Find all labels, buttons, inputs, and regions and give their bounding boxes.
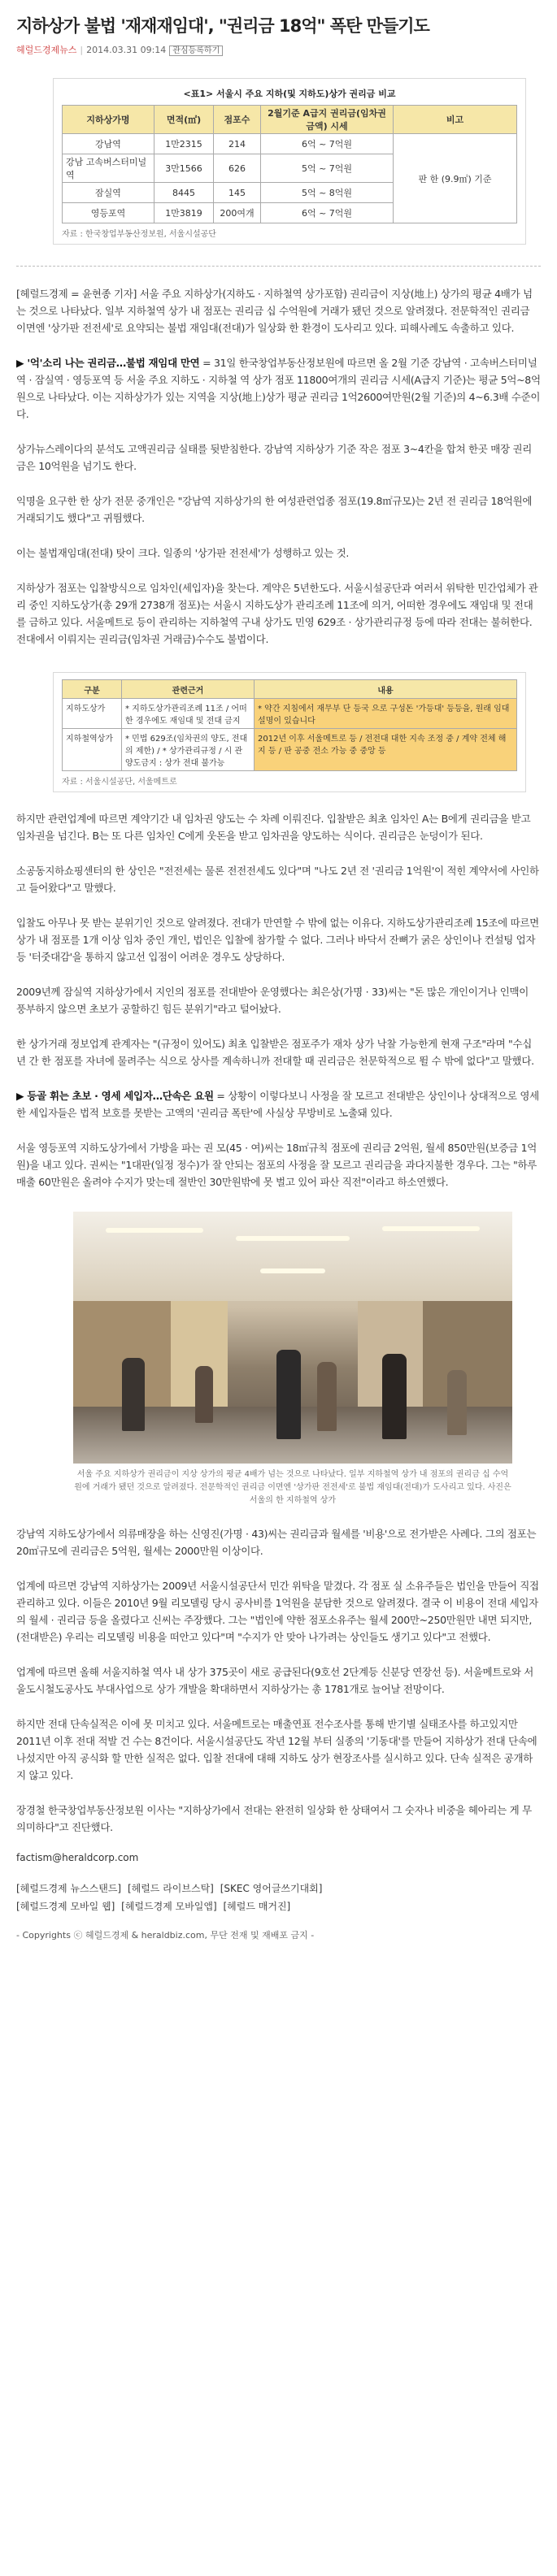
paragraph [16, 354, 541, 423]
section-heading: ▶ '억'소리 나는 권리금…불법 재임대 만연 [16, 357, 200, 369]
table-cell: 6억 ~ 7억원 [261, 134, 394, 154]
paragraph: 이는 불법재임대(전대) 탓이 크다. 일종의 '상가판 전전세'가 성행하고 있는 것. [16, 547, 350, 559]
col-header: 점포수 [214, 106, 261, 134]
table-cell: 5억 ~ 8억원 [261, 183, 394, 203]
table-cell: * 지하도상가관리조례 11조 / 어떠한 경우에도 재임대 및 전대 금지 [122, 699, 255, 729]
table-cell: 강남 고속버스터미널역 [63, 154, 154, 183]
table-cell: 145 [214, 183, 261, 203]
source-link[interactable]: 헤럴드경제뉴스 [16, 45, 77, 55]
footer-link[interactable]: [헤럴드경제 모바일앱] [121, 1901, 217, 1912]
table-row [63, 134, 517, 154]
table-cell: 잠실역 [63, 183, 154, 203]
paragraph: [헤럴드경제 = 윤현종 기자] 서울 주요 지하상가(지하도 · 지하철역 상가포함) 권리금이 지상(地上) 상가의 평균 4배가 넘는 것으로 나타났다. 일부 지하철역 상가 내 점포는 권리금 십 수억원에 거래가 됐던 것으로 알려졌다. 전문학적인 권리금 이면엔 '상가판 전전세'로 요약되는 불법 재임대(전대)가 일상화 한 환경이 도사리고 있다. 피해사례도 속출하고 있다. [16, 288, 533, 334]
footer-link[interactable]: [헤럴드 매거진] [223, 1901, 291, 1912]
paragraph: 강남역 지하도상가에서 의류매장을 하는 신영진(가명 · 43)씨는 권리금과 월세를 '비용'으로 전가받은 사례다. 그의 점포는 20㎡규모에 권리금은 5억원, 월세는 2000만원 이상이다. [16, 1528, 537, 1557]
footer-link[interactable]: [헤럴드경제 뉴스스탠드] [16, 1883, 122, 1894]
col-header: 비고 [394, 106, 517, 134]
footer-links [16, 1880, 541, 1915]
paragraph: 입찰도 아무나 못 받는 분위기인 것으로 알려졌다. 전대가 만연할 수 밖에 없는 이유다. 지하도상가관리조례 15조에 따르면 상가 내 점포를 1개 이상 임차 중인 개인, 법인은 입찰에 참가할 수 없다. 그러나 바닥서 잔뼈가 굵은 상인이나 컨설팅 업자 등 '터줏대감'을 통하지 않고선 입점이 어려운 경우도 상당하다. [16, 917, 539, 963]
table-cell: 지하철역상가 [63, 729, 122, 771]
paragraph: 상가뉴스레이다의 분석도 고액권리금 실태를 뒷받침한다. 강남역 지하상가 기준 작은 점포 3~4칸을 합쳐 한곳 매장 권리금은 10억원을 넘기도 한다. [16, 443, 533, 472]
paragraph: 한 상가거래 정보업계 관계자는 "(규정이 있어도) 최초 입찰받은 점포주가 재차 상가 낙찰 가능한게 현재 구조"라며 "수십년 간 한 점포를 자녀에 물려주는 식으로 상사를 계속하니까 전대할 때 권리금은 천문학적으로 뛸 수 밖에 없다"고 말했다. [16, 1038, 534, 1067]
table-cell: * 약간 지침에서 재무부 단 등국 으로 구성돈 '가등대' 등등을, 원래 임대 설명이 있습니다 [255, 699, 517, 729]
col-header: 관련근거 [122, 680, 255, 699]
article-meta: 헤럴드경제뉴스 | 2014.03.31 09:14 관심등록하기 [16, 44, 541, 57]
table-source: 자료 : 한국창업부동산정보원, 서울시설공단 [62, 230, 216, 239]
table-cell: 626 [214, 154, 261, 183]
col-header: 2월기준 A급지 권리금(임차권 금액) 시세 [261, 106, 394, 134]
footer-link[interactable]: [헤럴드 라이브스탁] [127, 1883, 214, 1894]
paragraph: 소공동지하쇼핑센터의 한 상인은 "전전세는 물론 전전전세도 있다"며 "나도 2년 전 '권리금 1억원'이 적힌 계약서에 사인하고 들어왔다"고 말했다. [16, 865, 539, 894]
col-header: 면적(㎡) [154, 106, 214, 134]
table-cell: 5억 ~ 7억원 [261, 154, 394, 183]
paragraph: 하지만 관련업계에 따르면 계약기간 내 임차권 양도는 수 차례 이뤄진다. 입찰받은 최초 임차인 A는 B에게 권리금을 받고 임차권을 넘긴다. B는 또 다른 임차인 C에게 웃돈을 받고 임차권을 양도하는 식이다. 권리금은 눈덩이가 된다. [16, 813, 531, 842]
paragraph: 하지만 전대 단속실적은 이에 못 미치고 있다. 서울메트로는 매출연표 전수조사를 통해 반기별 실태조사를 하고있지만 2011년 이후 전대 적발 건 수는 8건이다. 서울시설공단도 작년 12월 부터 실종의 '기동대'를 만들어 지하상가 전대 단속에 나섰지만 아직 공식화 할 만한 실적은 없다. 입찰 전대에 대해 지하도 상가 현장조사를 실시하고 있다. 단속 실적은 공개하지 않고 있다. [16, 1718, 537, 1781]
paragraph-text: = 상황이 이렇다보니 사정을 잘 모르고 전대받은 상인이나 상대적으로 영세한 세입자들은 법적 보호를 못받는 고액의 '권리금 폭탄'에 사실상 무방비로 노출돼 있다. [16, 1090, 539, 1119]
col-header: 내용 [255, 680, 517, 699]
footer-link[interactable]: [SKEC 영어글쓰기대회] [220, 1883, 323, 1894]
paragraph: 2009년께 잠실역 지하상가에서 지인의 점포를 전대받아 운영했다는 최은상(가명 · 33)씨는 "돈 많은 개인이거나 인맥이 풍부하지 않으면 초보가 공할하긴 힘든 분위기"라고 털어놨다. [16, 986, 529, 1015]
table-cell: 지하도상가 [63, 699, 122, 729]
table-row [63, 699, 517, 729]
table-cell: 6억 ~ 7억원 [261, 203, 394, 223]
table-title: <표1> 서울시 주요 지하(및 지하도)상가 권리금 비교 [183, 89, 396, 99]
paragraph [16, 1087, 541, 1121]
table-cell: 8445 [154, 183, 214, 203]
footer-link[interactable]: [헤럴드경제 모바일 웹] [16, 1901, 115, 1912]
table-cell: 강남역 [63, 134, 154, 154]
premium-table [62, 105, 517, 223]
table-cell: 영등포역 [63, 203, 154, 223]
table-cell: 214 [214, 134, 261, 154]
table-row [63, 729, 517, 771]
regulation-table [53, 672, 526, 792]
paragraph: 장경철 한국창업부동산정보원 이사는 "지하상가에서 전대는 완전히 일상화 한 상태여서 그 숫자나 비중을 헤아리는 게 무의미하다"고 진단했다. [16, 1804, 532, 1833]
photo-caption: 서울 주요 지하상가 권리금이 지상 상가의 평균 4배가 넘는 것으로 나타났다. 일부 지하철역 상가 내 점포의 권리금 십 수억원에 거래가 됐던 것으로 알려졌다. 전문학적인 권리금 이면엔 '상가판 전전세'로 불법 재임대(전대)가 도사리고 있다. 사진은 서울의 한 지하철역 상가 [74, 1470, 511, 1505]
table-cell: 3만1566 [154, 154, 214, 183]
copyright-notice: - Copyrights ⓒ 헤럴드경제 & heraldbiz.com, 무단 전재 및 재배포 금지 - [16, 1930, 315, 1941]
col-header: 지하상가명 [63, 106, 154, 134]
article-headline: 지하상가 불법 '재재재임대', "권리금 18억" 폭탄 만들기도 [16, 16, 429, 36]
section-heading: ▶ 등골 휘는 초보 · 영세 세입자…단속은 요원 [16, 1090, 214, 1102]
table-cell: 1만2315 [154, 134, 214, 154]
table-cell: 2012년 이후 서울메트로 등 / 전전대 대한 지속 조정 중 / 계약 전체 해지 등 / 판 공중 전소 가능 중 중앙 등 [255, 729, 517, 771]
table-cell: 1만3819 [154, 203, 214, 223]
col-header: 구분 [63, 680, 122, 699]
table-note: 판 한 (9.9㎡) 기준 [394, 134, 517, 223]
regulation-table-grid [62, 679, 517, 771]
divider [16, 266, 541, 267]
paragraph: 익명을 요구한 한 상가 전문 중개인은 "강남역 지하상가의 한 여성관련업종 점포(19.8㎡규모)는 2년 전 권리금 18억원에 거래되기도 했다"고 귀띔했다. [16, 495, 533, 524]
underground-mall-photo [73, 1212, 512, 1464]
rights-premium-table [53, 78, 526, 245]
bookmark-button[interactable]: 관심등록하기 [169, 46, 223, 56]
table-source: 자료 : 서울시설공단, 서울메트로 [62, 778, 177, 787]
table-cell: 200여개 [214, 203, 261, 223]
paragraph: 업계에 따르면 강남역 지하상가는 2009년 서울시설공단서 민간 위탁을 맡겼다. 각 점포 실 소유주들은 법인을 만들어 직접 관리하고 있다. 이들은 2010년 9월 리모델링 당시 공사비를 1억원을 분담한 것으로 알려졌다. 결국 이 비용이 전대 세입자의 월세 · 권리금 등을 올렸다고 신씨는 주장했다. 그는 "법인에 약한 점포소유주는 월세 200만~250만원만 내면 되지만, (전대받은) 우리는 리모델링 비용을 떠안고 있다"며 "수지가 안 맞아 나가려는 상인들도 생기고 있다"고 전했다. [16, 1580, 539, 1643]
table-cell: * 민법 629조(임차권의 양도, 전대의 제한) / * 상가관리규정 / 시 관 양도금지 : 상가 전대 불가능 [122, 729, 255, 771]
reporter-email[interactable]: factism@heraldcorp.com [16, 1852, 139, 1863]
paragraph: 서울 영등포역 지하도상가에서 가방을 파는 권 모(45 · 여)씨는 18㎡규칙 점포에 권리금 2억원, 월세 850만원(보증금 1억원)을 내고 있다. 권씨는 "1대판(일정 정수)가 잘 안되는 점포의 사정을 잘 모르고 권리금을 과다지불한 경우다. 그는 "하루 매출 60만원은 올려야 수지가 맞는데 절반인 30만원밖에 못 벌고 있어 파산 직전"이라고 하소연했다. [16, 1142, 537, 1188]
paragraph: 지하상가 점포는 입찰방식으로 임차인(세입자)을 찾는다. 계약은 5년한도다. 서울시설공단과 여러서 위탁한 민간업체가 관리 중인 지하도상가(총 29개 2738개 점포)는 서울시 지하도상가 관리조례 11조에 의거, 어떠한 경우에도 재임대 및 전대를 금하고 있다. 서울메트로 등이 관리하는 지하철역 구내 상가도 민영 629조 · 상가관리규정 등에 따라 전대는 불허한다. 전대에서 이뤄지는 권리금(임차권 거래금)수수도 불법이다. [16, 582, 538, 645]
paragraph-text: = 31일 한국창업부동산정보원에 따르면 올 2월 기준 강남역 · 고속버스터미널역 · 잠실역 · 영등포역 등 서울 주요 지하도 · 지하철 역 상가 점포 11800여개의 권리금 시세(A급지 기준)는 평균 5억~8억원으로 나타났다. 이는 지하상가가 있는 지역을 지상(地上)상가 평균 권리금 1억2600여만원(2월 기준)의 4~6.3배 수준이다. [16, 357, 541, 420]
paragraph: 업계에 따르면 올해 서울지하철 역사 내 상가 375곳이 새로 공급된다(9호선 2단계등 신분당 연장선 등). 서울메트로와 서울도시철도공사도 부대사업으로 상가 개발을 확대하면서 지하상가는 총 1781개로 늘어날 전망이다. [16, 1666, 534, 1695]
publish-date: 2014.03.31 09:14 [86, 45, 167, 55]
